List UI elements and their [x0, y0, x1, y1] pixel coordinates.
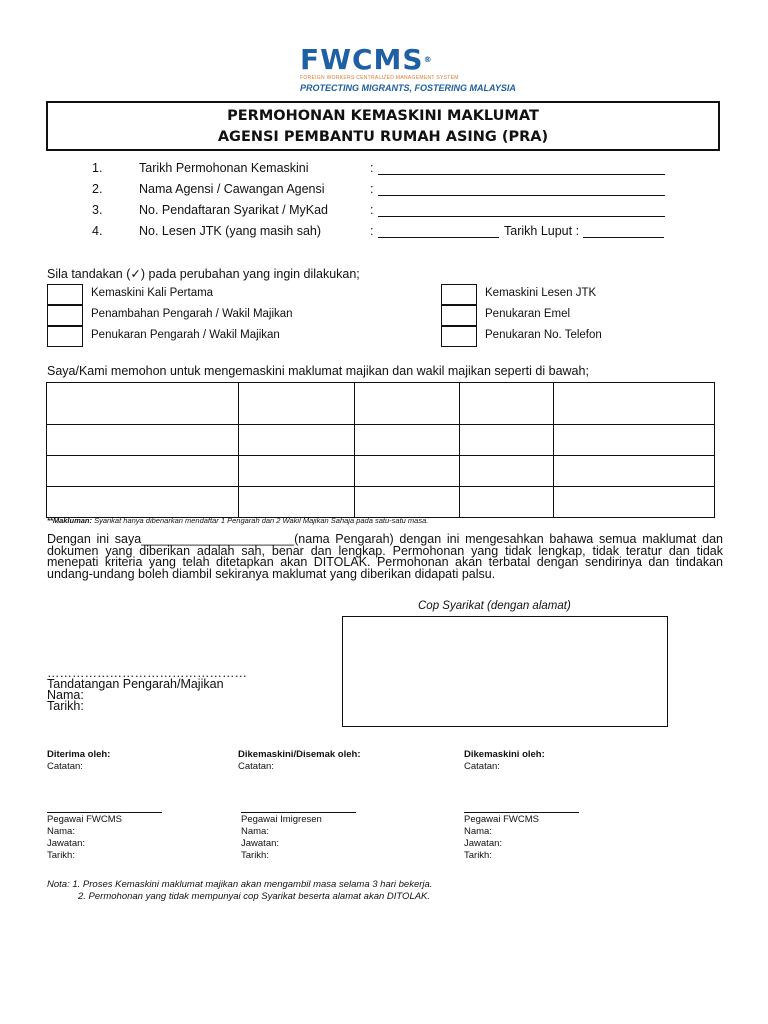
table-cell[interactable] — [239, 383, 355, 425]
officer-nama: Nama: — [241, 826, 269, 837]
nota-line1: Nota: 1. Proses Kemaskini maklumat majikan akan mengambil masa selama 3 hari bekerja. — [47, 879, 433, 890]
checkbox-label: Penambahan Pengarah / Wakil Majikan — [91, 308, 293, 320]
officer-details — [241, 812, 356, 862]
checkbox-label: Kemaskini Lesen JTK — [485, 287, 597, 299]
table-cell[interactable] — [355, 383, 460, 425]
table-cell[interactable] — [239, 425, 355, 456]
field-label: No. Pendaftaran Syarikat / MyKad — [139, 203, 328, 217]
field-row-no-pendaftaran — [92, 202, 672, 223]
cop-syarikat-label: Cop Syarikat (dengan alamat) — [418, 600, 571, 612]
field-colon: : — [370, 203, 374, 217]
officer-tarikh: Tarikh: — [47, 850, 75, 861]
table-cell[interactable] — [554, 425, 715, 456]
officer-signature-line[interactable] — [241, 812, 356, 813]
application-fields — [92, 160, 672, 244]
table-cell[interactable] — [239, 456, 355, 487]
nota-line2: 2. Permohonan yang tidak mempunyai cop Syarikat beserta alamat akan DITOLAK. — [78, 891, 431, 902]
signature-line[interactable]: ………………………………………… — [47, 666, 247, 680]
checkbox-label: Penukaran Emel — [485, 308, 571, 320]
field-number: 3. — [92, 203, 103, 217]
field-row-nama-agensi — [92, 181, 672, 202]
officer-column-dikemaskini — [464, 749, 545, 861]
field-label: No. Lesen JTK (yang masih sah) — [139, 224, 322, 238]
tarikh-luput-input-line[interactable] — [583, 237, 664, 238]
field-colon: : — [370, 182, 374, 196]
officer-details — [47, 812, 162, 862]
officer-jawatan: Jawatan: — [241, 838, 280, 849]
officer-nama: Nama: — [47, 826, 75, 837]
officer-catatan: Catatan: — [464, 761, 500, 772]
field-number: 4. — [92, 224, 103, 238]
officer-role: Pegawai Imigresen — [241, 814, 322, 825]
table-cell[interactable] — [355, 425, 460, 456]
signature-nama: Nama: — [47, 688, 84, 702]
logo-tagline: PROTECTING MIGRANTS, FOSTERING MALAYSIA — [300, 83, 516, 93]
table-cell[interactable] — [554, 383, 715, 425]
employer-info-table — [46, 382, 715, 518]
checkbox-instruction: Sila tandakan (✓) pada perubahan yang ingin dilakukan; — [47, 267, 360, 281]
table-cell[interactable] — [554, 456, 715, 487]
checkbox-label: Kemaskini Kali Pertama — [91, 287, 214, 299]
makluman-label: **Makluman: — [47, 516, 93, 525]
cop-syarikat-box[interactable] — [342, 616, 668, 727]
officer-heading: Diterima oleh: — [47, 749, 111, 760]
table-cell[interactable] — [460, 425, 554, 456]
checkbox-label: Penukaran No. Telefon — [485, 329, 602, 341]
table-cell[interactable] — [47, 456, 239, 487]
checkbox[interactable] — [47, 284, 83, 305]
officer-signature-line[interactable] — [464, 812, 579, 813]
table-row — [47, 383, 715, 425]
table-cell[interactable] — [460, 383, 554, 425]
no-pendaftaran-input-line[interactable] — [378, 216, 665, 217]
table-cell[interactable] — [47, 383, 239, 425]
table-cell[interactable] — [460, 456, 554, 487]
field-label: Nama Agensi / Cawangan Agensi — [139, 182, 325, 196]
nama-agensi-input-line[interactable] — [378, 195, 665, 196]
makluman-note — [47, 516, 428, 525]
signature-label: Tandatangan Pengarah/Majikan — [47, 677, 224, 691]
table-row — [47, 425, 715, 456]
officer-column-disemak — [238, 749, 361, 861]
checkbox[interactable] — [441, 284, 477, 305]
officer-role: Pegawai FWCMS — [464, 814, 539, 825]
field-row-no-lesen-jtk — [92, 223, 672, 244]
signature-tarikh: Tarikh: — [47, 699, 84, 713]
officer-tarikh: Tarikh: — [241, 850, 269, 861]
officer-signature-line[interactable] — [47, 812, 162, 813]
field-number: 2. — [92, 182, 103, 196]
form-title-box — [46, 101, 720, 151]
field-colon: : — [370, 224, 374, 238]
checkbox[interactable] — [441, 305, 477, 326]
field-colon: : — [370, 161, 374, 175]
table-row — [47, 487, 715, 518]
officer-jawatan: Jawatan: — [464, 838, 503, 849]
officer-nama: Nama: — [464, 826, 492, 837]
officer-role: Pegawai FWCMS — [47, 814, 122, 825]
makluman-text: Syarikat hanya dibenarkan mendaftar 1 Pengarah dan 2 Wakil Majikan Sahaja pada satu-satu masa. — [92, 516, 429, 525]
officer-catatan: Catatan: — [47, 761, 83, 772]
officer-jawatan: Jawatan: — [47, 838, 86, 849]
field-label: Tarikh Permohonan Kemaskini — [139, 161, 309, 175]
declaration-paragraph: Dengan ini saya______________________(nama Pengarah) dengan ini mengesahkan bahawa semua maklumat dan dokumen yang diberikan adalah sah, benar dan lengkap. Permohonan yang tidak lengkap, tidak teratur dan tidak menepati kriteria yang telah ditetapkan akan DITOLAK. Permohonan akan terbatal dengan sendirinya dan tindakan undang-undang boleh diambil sekiranya maklumat yang diberikan didapati palsu. — [47, 532, 723, 581]
table-cell[interactable] — [554, 487, 715, 518]
checkbox[interactable] — [47, 326, 83, 347]
checkbox[interactable] — [441, 326, 477, 347]
form-title-line2: AGENSI PEMBANTU RUMAH ASING (PRA) — [217, 129, 549, 145]
officer-tarikh: Tarikh: — [464, 850, 492, 861]
table-cell[interactable] — [47, 425, 239, 456]
table-cell[interactable] — [355, 456, 460, 487]
table-cell[interactable] — [47, 487, 239, 518]
logo-subtitle: FOREIGN WORKERS CENTRALIZED MANAGEMENT SYSTEM — [300, 75, 459, 81]
officer-heading: Dikemaskini oleh: — [464, 749, 545, 760]
signature-block — [47, 668, 247, 712]
table-cell[interactable] — [460, 487, 554, 518]
fwcms-logo — [300, 43, 516, 96]
checkbox-label: Penukaran Pengarah / Wakil Majikan — [91, 329, 280, 341]
officer-details — [464, 812, 579, 862]
field-number: 1. — [92, 161, 103, 175]
nota-block — [47, 879, 432, 903]
checkbox[interactable] — [47, 305, 83, 326]
tarikh-luput-label: Tarikh Luput : — [504, 224, 580, 238]
table-intro: Saya/Kami memohon untuk mengemaskini maklumat majikan dan wakil majikan seperti di bawah; — [47, 364, 589, 378]
table-cell[interactable] — [355, 487, 460, 518]
tarikh-permohonan-input-line[interactable] — [378, 174, 665, 175]
table-row — [47, 456, 715, 487]
form-title-line1: PERMOHONAN KEMASKINI MAKLUMAT — [227, 108, 539, 124]
officer-catatan: Catatan: — [238, 761, 274, 772]
officer-heading: Dikemaskini/Disemak oleh: — [238, 749, 361, 760]
table-cell[interactable] — [239, 487, 355, 518]
logo-wordmark: FWCMS® — [300, 43, 433, 76]
officer-column-diterima — [47, 749, 122, 861]
field-row-tarikh-permohonan — [92, 160, 672, 181]
no-lesen-jtk-input-line[interactable] — [378, 237, 499, 238]
